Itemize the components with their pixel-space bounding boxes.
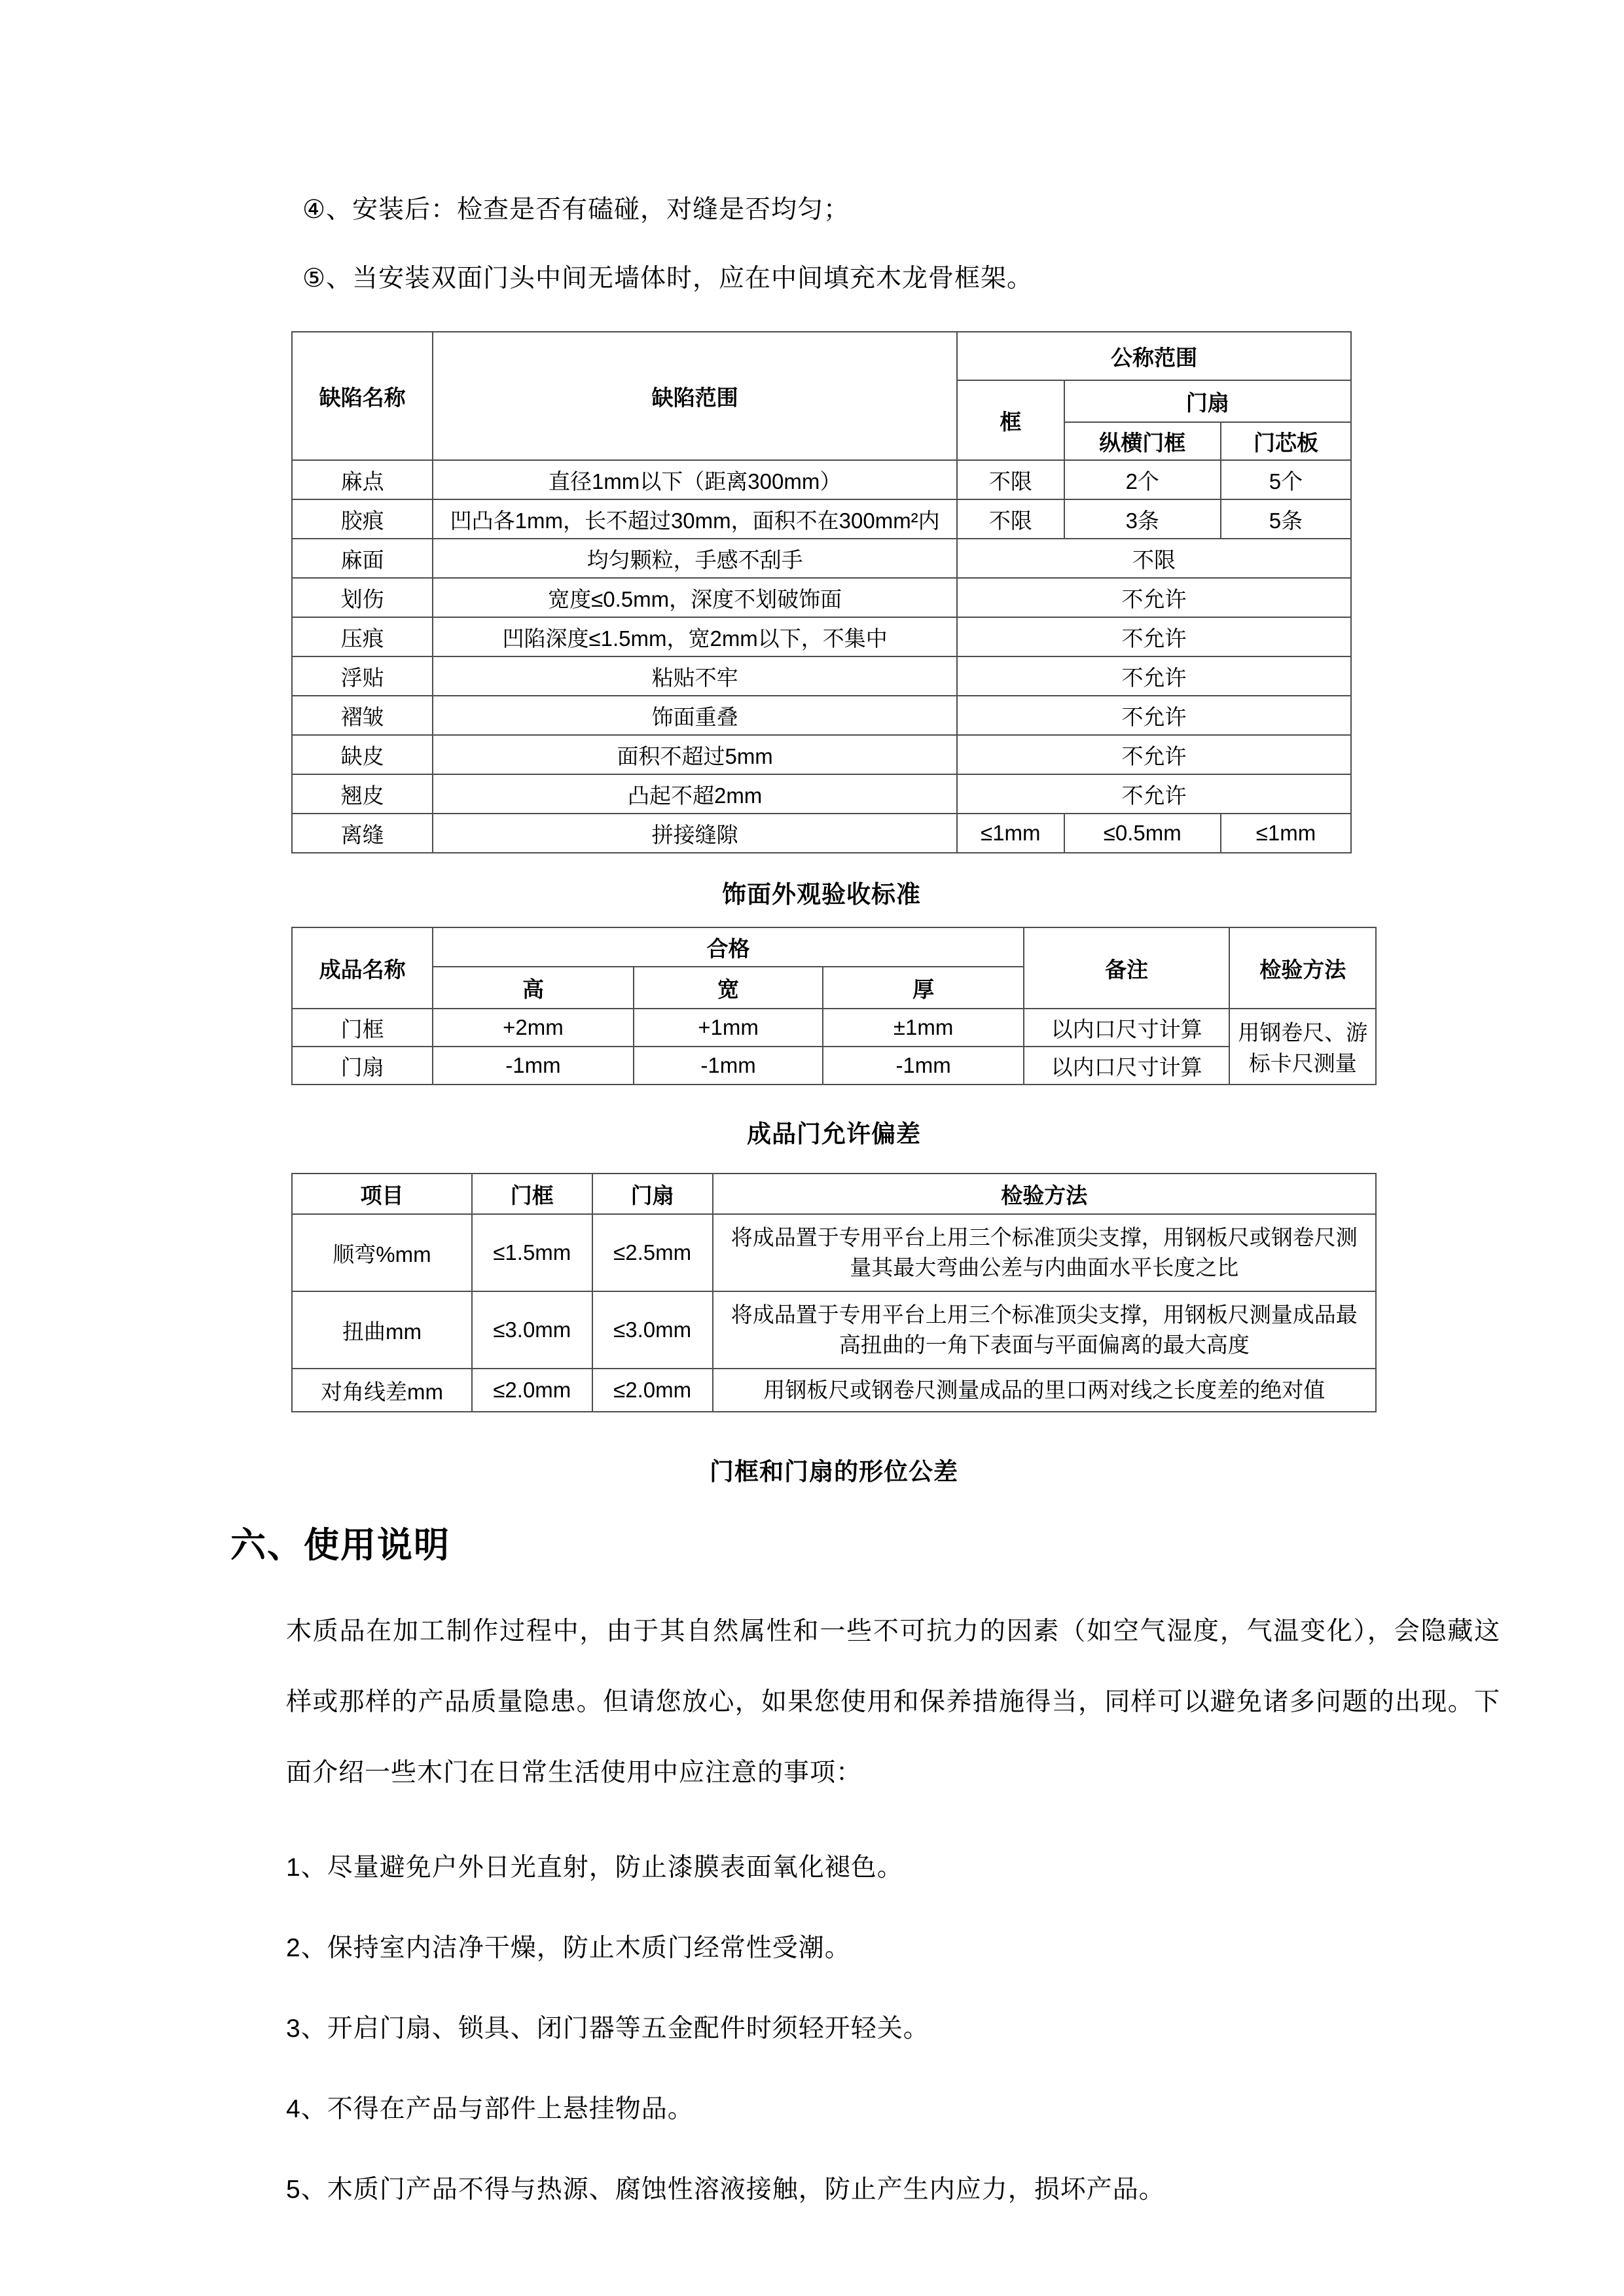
geometry-header-frame: 门框 bbox=[472, 1174, 592, 1214]
defect-table-header-nominal-range: 公称范围 bbox=[957, 332, 1351, 380]
cell-thickness-tolerance: ±1mm bbox=[823, 1009, 1023, 1047]
defect-table-header-door-leaf: 门扇 bbox=[1064, 380, 1351, 422]
tolerance-header-height: 高 bbox=[433, 967, 633, 1009]
cell-stile-limit: 2个 bbox=[1064, 460, 1221, 499]
usage-list bbox=[286, 1852, 1624, 2206]
defect-table-header-name: 缺陷名称 bbox=[292, 332, 433, 460]
cell-defect-name: 压痕 bbox=[292, 617, 433, 656]
geometry-table-caption: 门框和门扇的形位公差 bbox=[710, 1458, 958, 1485]
table-row bbox=[292, 1214, 1376, 1291]
table-row bbox=[292, 539, 1351, 578]
section-heading-usage: 六、使用说明 bbox=[230, 1526, 450, 1565]
cell-height-tolerance: +2mm bbox=[433, 1009, 633, 1047]
cell-defect-range: 均匀颗粒，手感不刮手 bbox=[433, 539, 957, 578]
cell-defect-range: 凸起不超2mm bbox=[433, 774, 957, 814]
table-row bbox=[292, 656, 1351, 696]
cell-product-name: 门扇 bbox=[292, 1047, 433, 1085]
geometry-header-leaf: 门扇 bbox=[592, 1174, 713, 1214]
install-note-5: ⑤、当安装双面门头中间无墙体时，应在中间填充木龙骨框架。 bbox=[302, 264, 1033, 293]
list-item: 3、开启门扇、锁具、闭门器等五金配件时须轻开轻关。 bbox=[286, 2015, 929, 2043]
cell-defect-name: 麻面 bbox=[292, 539, 433, 578]
cell-defect-name: 缺皮 bbox=[292, 735, 433, 774]
list-item: 4、不得在产品与部件上悬挂物品。 bbox=[286, 2095, 694, 2123]
cell-defect-name: 翘皮 bbox=[292, 774, 433, 814]
cell-remark: 以内口尺寸计算 bbox=[1024, 1009, 1230, 1047]
cell-all-limit: 不允许 bbox=[957, 617, 1351, 656]
cell-defect-name: 褶皱 bbox=[292, 696, 433, 735]
cell-item: 顺弯%mm bbox=[292, 1214, 472, 1291]
cell-core-limit: 5个 bbox=[1221, 460, 1351, 499]
cell-defect-range: 凹陷深度≤1.5mm，宽2mm以下，不集中 bbox=[433, 617, 957, 656]
defect-table-caption: 饰面外观验收标准 bbox=[722, 881, 921, 908]
cell-core-limit: 5条 bbox=[1221, 499, 1351, 539]
cell-frame-limit: ≤2.0mm bbox=[472, 1369, 592, 1412]
defect-table-header-range: 缺陷范围 bbox=[433, 332, 957, 460]
tolerance-header-thickness: 厚 bbox=[823, 967, 1023, 1009]
cell-method: 将成品置于专用平台上用三个标准顶尖支撑，用钢板尺测量成品最高扭曲的一角下表面与平面偏离的最大高度 bbox=[713, 1291, 1376, 1369]
cell-item: 对角线差mm bbox=[292, 1369, 472, 1412]
cell-defect-name: 麻点 bbox=[292, 460, 433, 499]
defect-acceptance-table bbox=[291, 331, 1352, 853]
tolerance-header-remark: 备注 bbox=[1024, 927, 1230, 1009]
cell-method: 用钢板尺或钢卷尺测量成品的里口两对线之长度差的绝对值 bbox=[713, 1369, 1376, 1412]
cell-frame-limit: ≤3.0mm bbox=[472, 1291, 592, 1369]
cell-all-limit: 不允许 bbox=[957, 774, 1351, 814]
cell-all-limit: 不允许 bbox=[957, 696, 1351, 735]
cell-method: 将成品置于专用平台上用三个标准顶尖支撑，用钢板尺或钢卷尺测量其最大弯曲公差与内曲面水平长度之比 bbox=[713, 1214, 1376, 1291]
tolerance-header-qualified: 合格 bbox=[433, 927, 1024, 967]
list-item: 5、木质门产品不得与热源、腐蚀性溶液接触，防止产生内应力，损坏产品。 bbox=[286, 2176, 1165, 2204]
table-row bbox=[292, 735, 1351, 774]
list-item: 2、保持室内洁净干燥，防止木质门经常性受潮。 bbox=[286, 1934, 851, 1962]
cell-frame-limit: 不限 bbox=[957, 460, 1064, 499]
cell-defect-name: 浮贴 bbox=[292, 656, 433, 696]
cell-item: 扭曲mm bbox=[292, 1291, 472, 1369]
cell-stile-limit: 3条 bbox=[1064, 499, 1221, 539]
table-row bbox=[292, 1047, 1376, 1085]
cell-stile-limit: ≤0.5mm bbox=[1064, 814, 1221, 853]
cell-defect-range: 凹凸各1mm，长不超过30mm，面积不在300mm²内 bbox=[433, 499, 957, 539]
cell-all-limit: 不限 bbox=[957, 539, 1351, 578]
cell-all-limit: 不允许 bbox=[957, 735, 1351, 774]
table-row bbox=[292, 1369, 1376, 1412]
geometry-tolerance-table bbox=[291, 1173, 1377, 1412]
cell-frame-limit: ≤1.5mm bbox=[472, 1214, 592, 1291]
table-row bbox=[292, 814, 1351, 853]
cell-leaf-limit: ≤3.0mm bbox=[592, 1291, 713, 1369]
defect-table-header-stile-rail: 纵横门框 bbox=[1064, 422, 1221, 460]
cell-all-limit: 不允许 bbox=[957, 578, 1351, 617]
cell-defect-name: 划伤 bbox=[292, 578, 433, 617]
tolerance-header-width: 宽 bbox=[634, 967, 823, 1009]
tolerance-header-method: 检验方法 bbox=[1229, 927, 1376, 1009]
tolerance-header-product: 成品名称 bbox=[292, 927, 433, 1009]
defect-table-header-frame: 框 bbox=[957, 380, 1064, 460]
defect-table-header-core-board: 门芯板 bbox=[1221, 422, 1351, 460]
cell-defect-range: 拼接缝隙 bbox=[433, 814, 957, 853]
table-row bbox=[292, 617, 1351, 656]
cell-leaf-limit: ≤2.5mm bbox=[592, 1214, 713, 1291]
list-item: 1、尽量避免户外日光直射，防止漆膜表面氧化褪色。 bbox=[286, 1854, 903, 1882]
table-row bbox=[292, 460, 1351, 499]
cell-remark: 以内口尺寸计算 bbox=[1024, 1047, 1230, 1085]
cell-width-tolerance: +1mm bbox=[634, 1009, 823, 1047]
cell-thickness-tolerance: -1mm bbox=[823, 1047, 1023, 1085]
geometry-header-method: 检验方法 bbox=[713, 1174, 1376, 1214]
tolerance-table-caption: 成品门允许偏差 bbox=[747, 1121, 921, 1147]
cell-method-merged: 用钢卷尺、游标卡尺测量 bbox=[1229, 1009, 1376, 1085]
table-row bbox=[292, 499, 1351, 539]
tolerance-table bbox=[291, 927, 1377, 1085]
cell-frame-limit: ≤1mm bbox=[957, 814, 1064, 853]
cell-width-tolerance: -1mm bbox=[634, 1047, 823, 1085]
usage-intro-paragraph: 木质品在加工制作过程中，由于其自然属性和一些不可抗力的因素（如空气湿度，气温变化），会隐藏这样或那样的产品质量隐患。但请您放心，如果您使用和保养措施得当，同样可以避免诸多问题的出现。下面介绍一些木门在日常生活使用中应注意的事项： bbox=[286, 1617, 1500, 1787]
table-row bbox=[292, 1009, 1376, 1047]
cell-all-limit: 不允许 bbox=[957, 656, 1351, 696]
table-row bbox=[292, 696, 1351, 735]
cell-frame-limit: 不限 bbox=[957, 499, 1064, 539]
cell-product-name: 门框 bbox=[292, 1009, 433, 1047]
cell-defect-range: 宽度≤0.5mm，深度不划破饰面 bbox=[433, 578, 957, 617]
cell-height-tolerance: -1mm bbox=[433, 1047, 633, 1085]
cell-leaf-limit: ≤2.0mm bbox=[592, 1369, 713, 1412]
install-notes bbox=[302, 194, 1624, 295]
cell-defect-name: 胶痕 bbox=[292, 499, 433, 539]
cell-defect-name: 离缝 bbox=[292, 814, 433, 853]
install-note-4: ④、安装后：检查是否有磕碰，对缝是否均匀； bbox=[302, 196, 850, 224]
cell-defect-range: 粘贴不牢 bbox=[433, 656, 957, 696]
table-row bbox=[292, 774, 1351, 814]
cell-defect-range: 面积不超过5mm bbox=[433, 735, 957, 774]
cell-defect-range: 饰面重叠 bbox=[433, 696, 957, 735]
geometry-header-item: 项目 bbox=[292, 1174, 472, 1214]
cell-defect-range: 直径1mm以下（距离300mm） bbox=[433, 460, 957, 499]
cell-core-limit: ≤1mm bbox=[1221, 814, 1351, 853]
table-row bbox=[292, 578, 1351, 617]
table-row bbox=[292, 1291, 1376, 1369]
